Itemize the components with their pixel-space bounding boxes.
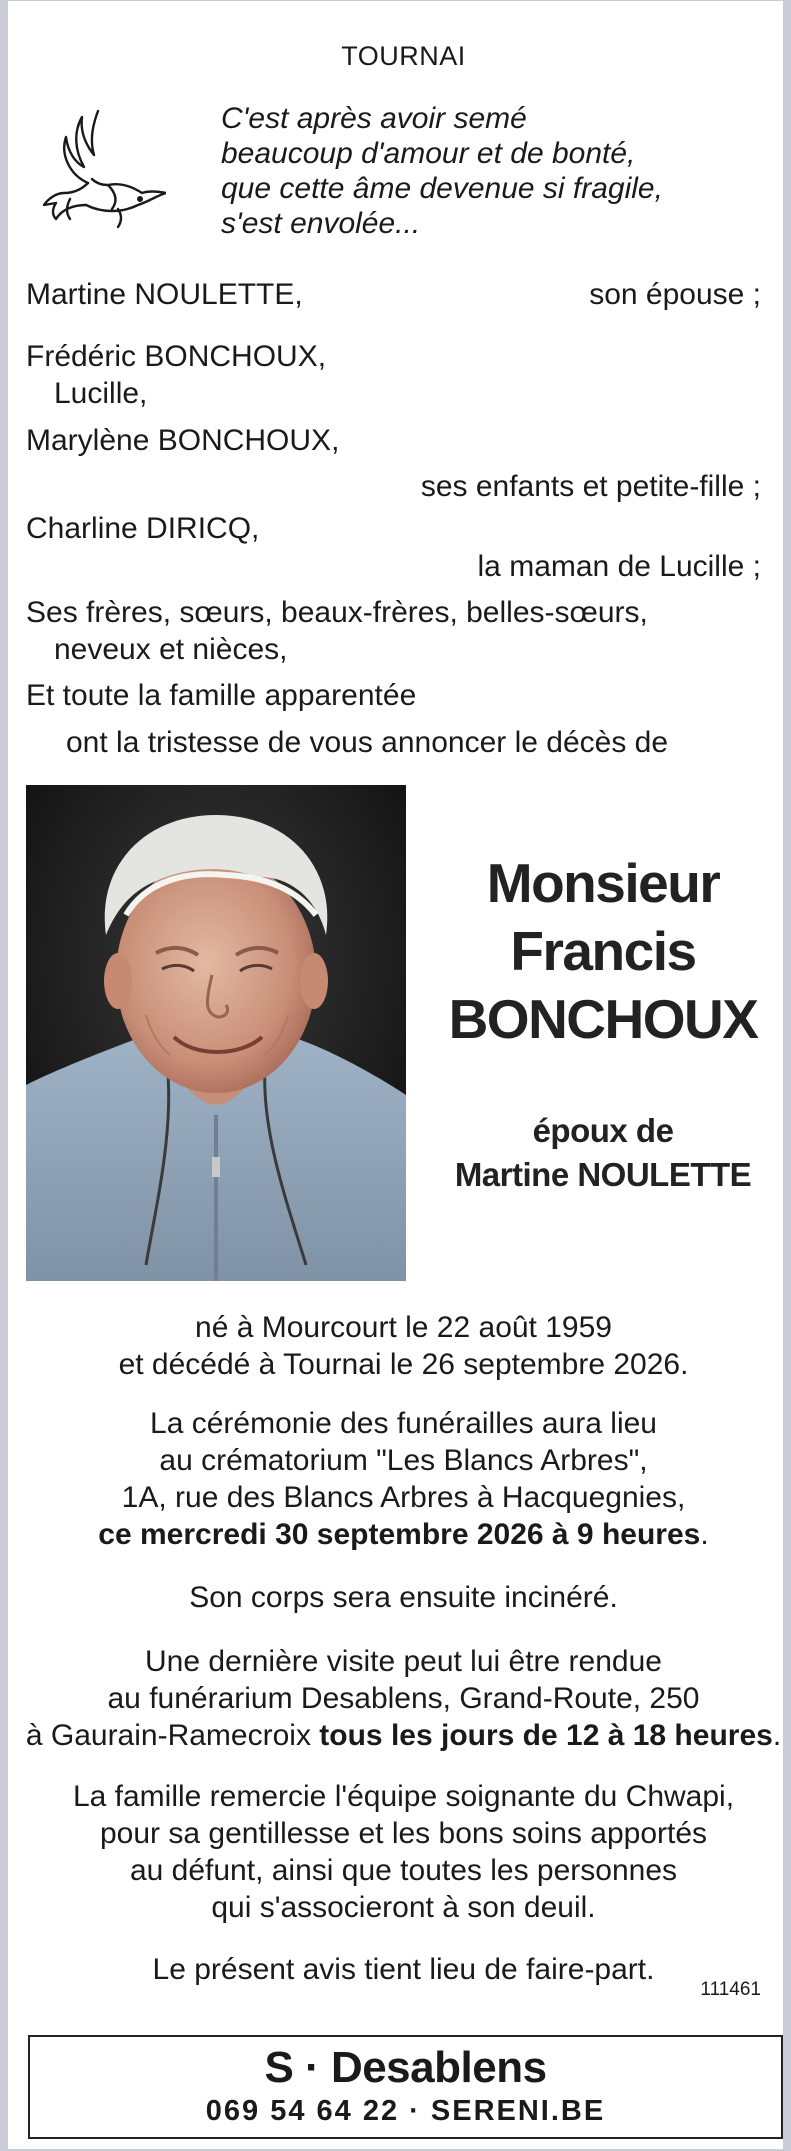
brand-name: S · Desablens	[264, 2043, 547, 2092]
visit-hours: tous les jours de 12 à 18 heures	[319, 1719, 773, 1752]
spouse-of	[428, 1109, 778, 1197]
thanks-line-3: au défunt, ainsi que toutes les personnes	[129, 1854, 678, 1887]
website: SERENI.BE	[430, 2095, 606, 2127]
visit-line-3: à Gaurain-Ramecroix tous les jours de 12 à 18 heures.	[25, 1719, 782, 1752]
deceased-last-name: BONCHOUX	[448, 988, 758, 1050]
mother-role: la maman de Lucille ;	[477, 550, 761, 583]
thanks-line-4: qui s'associeront à son deuil.	[211, 1891, 596, 1924]
spouse-name: Martine NOULETTE,	[26, 278, 303, 311]
siblings-line: Ses frères, sœurs, beaux-frères, belles-sœurs,	[26, 596, 648, 629]
quote-line: C'est après avoir semé	[221, 102, 527, 135]
portrait-photo	[26, 785, 406, 1281]
spouse-of-label: époux de	[532, 1112, 674, 1149]
quote-text	[221, 101, 663, 241]
deceased-first-name: Francis	[510, 920, 696, 982]
ceremony-line-3: 1A, rue des Blancs Arbres à Hacquegnies,	[121, 1481, 686, 1514]
thanks-line-1: La famille remercie l'équipe soignante du Chwapi,	[72, 1780, 735, 1813]
mother-name: Charline DIRICQ,	[26, 512, 260, 545]
city-heading: TOURNAI	[341, 41, 466, 71]
quote-line: que cette âme devenue si fragile,	[221, 172, 663, 205]
grandchild-name: Lucille,	[54, 377, 148, 410]
funeral-home-banner	[28, 2035, 783, 2139]
nephews-line: neveux et nièces,	[54, 633, 288, 666]
death-line: et décédé à Tournai le 26 septembre 2026.	[118, 1348, 689, 1381]
ceremony-line-2: au crématorium "Les Blancs Arbres",	[159, 1444, 648, 1477]
deceased-name	[428, 849, 778, 1053]
thanks-line-2: pour sa gentillesse et les bons soins apportés	[99, 1817, 708, 1850]
dove-icon	[26, 109, 166, 249]
spouse-role: son épouse ;	[589, 278, 761, 311]
announce-line: ont la tristesse de vous annoncer le décès de	[66, 726, 669, 759]
spouse-of-name: Martine NOULETTE	[454, 1156, 752, 1193]
reference-number: 111461	[700, 1979, 761, 2000]
birth-line: né à Mourcourt le 22 août 1959	[195, 1311, 612, 1344]
ceremony-date: ce mercredi 30 septembre 2026 à 9 heures	[98, 1518, 701, 1551]
notice-line: Le présent avis tient lieu de faire-part.	[152, 1953, 655, 1986]
visit-line-2: au funérarium Desablens, Grand-Route, 250	[107, 1682, 700, 1715]
ceremony-line-4: ce mercredi 30 septembre 2026 à 9 heures.	[98, 1518, 709, 1551]
quote-line: beaucoup d'amour et de bonté,	[221, 137, 636, 170]
contact-line: 069 54 64 22 · SERENI.BE	[205, 2095, 606, 2127]
visit-line-1: Une dernière visite peut lui être rendue	[145, 1645, 662, 1678]
deceased-title: Monsieur	[486, 852, 720, 914]
child-name-2: Marylène BONCHOUX,	[26, 424, 340, 457]
child-name-1: Frédéric BONCHOUX,	[26, 340, 327, 373]
family-line: Et toute la famille apparentée	[26, 679, 417, 712]
children-role: ses enfants et petite-fille ;	[420, 470, 761, 503]
quote-line: s'est envolée...	[221, 207, 421, 240]
ceremony-line-1: La cérémonie des funérailles aura lieu	[150, 1407, 657, 1440]
cremation-line: Son corps sera ensuite incinéré.	[189, 1581, 618, 1614]
phone-number: 069 54 64 22	[205, 2095, 400, 2127]
